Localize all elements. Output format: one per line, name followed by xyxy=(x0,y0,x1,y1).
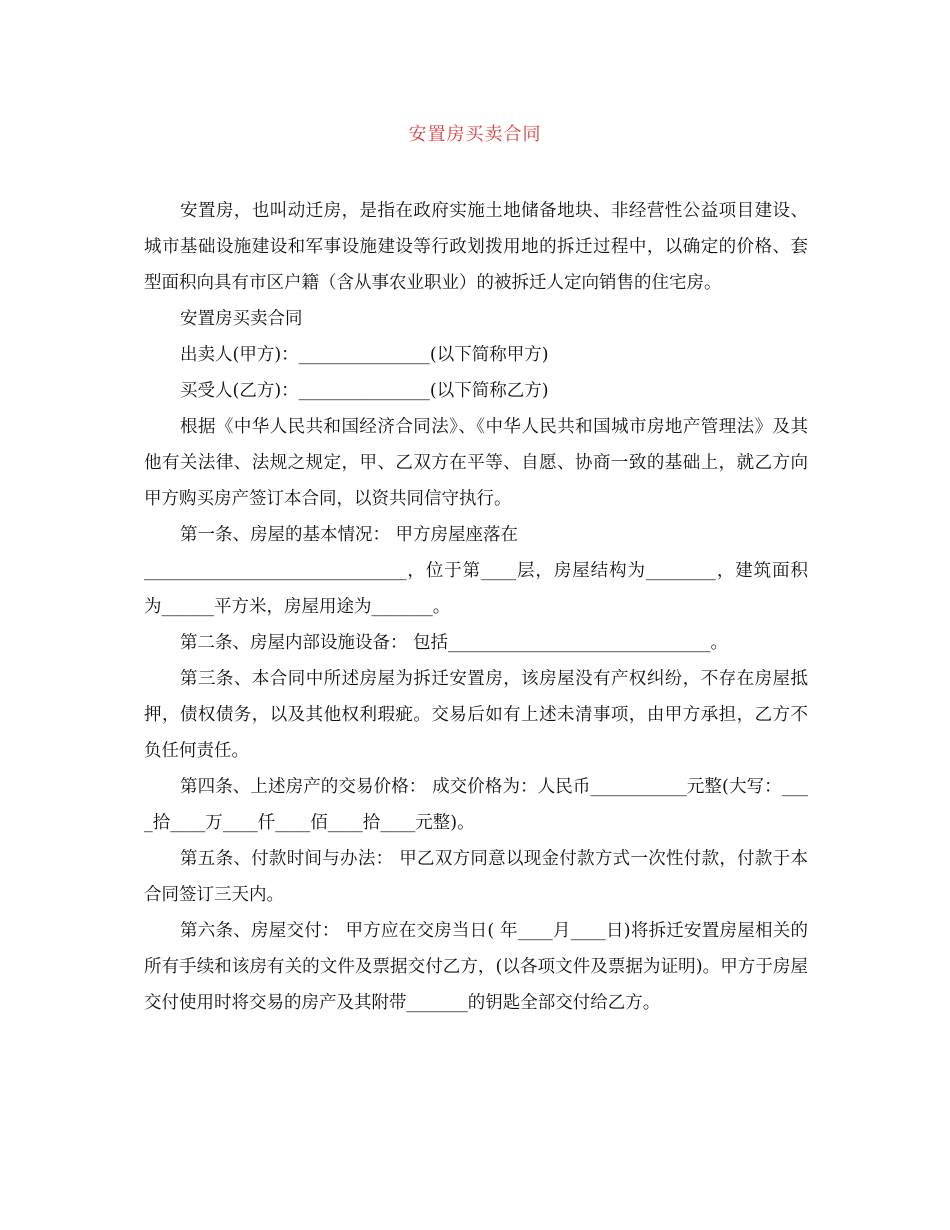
paragraph-article-4: 第四条、上述房产的交易价格： 成交价格为：人民币___________元整(大写：____拾____万____仟____佰____拾____元整)。 xyxy=(144,777,808,833)
paragraph-contract-heading: 安置房买卖合同 xyxy=(180,309,303,329)
paragraph-article-2: 第二条、房屋内部设施设备： 包括______________________________。 xyxy=(180,633,729,653)
paragraph-intro: 安置房，也叫动迁房，是指在政府实施土地储备地块、非经营性公益项目建设、城市基础设施建设和军事设施建设等行政划拨用地的拆迁过程中，以确定的价格、套型面积向具有市区户籍（含从事农业职业）的被拆迁人定向销售的住宅房。 xyxy=(144,201,808,293)
paragraph-article-3: 第三条、本合同中所述房屋为拆迁安置房，该房屋没有产权纠纷，不存在房屋抵押，债权债务，以及其他权利瑕疵。交易后如有上述未清事项，由甲方承担，乙方不负任何责任。 xyxy=(144,669,808,761)
paragraph-article-6: 第六条、房屋交付： 甲方应在交房当日( 年____月____日)将拆迁安置房屋相关的所有手续和该房有关的文件及票据交付乙方，(以各项文件及票据为证明)。甲方于房屋交付使用时将交易的房产及其附带_______的钥匙全部交付给乙方。 xyxy=(144,921,808,1013)
paragraph-article-5: 第五条、付款时间与办法： 甲乙双方同意以现金付款方式一次性付款，付款于本合同签订三天内。 xyxy=(144,849,808,905)
paragraph-buyer: 买受人(乙方)：_______________(以下简称乙方) xyxy=(180,381,549,401)
paragraph-article-1-details: ______________________________，位于第____层，房屋结构为________，建筑面积为______平方米，房屋用途为_______。 xyxy=(144,561,808,617)
document-title: 安置房买卖合同 xyxy=(408,124,542,145)
document-body xyxy=(144,193,808,1021)
paragraph-article-1: 第一条、房屋的基本情况： 甲方房屋座落在 xyxy=(180,525,519,545)
paragraph-legal-basis: 根据《中华人民共和国经济合同法》、《中华人民共和国城市房地产管理法》及其他有关法律、法规之规定，甲、乙双方在平等、自愿、协商一致的基础上，就乙方向甲方购买房产签订本合同，以资共同信守执行。 xyxy=(144,417,808,509)
paragraph-seller: 出卖人(甲方)：_______________(以下简称甲方) xyxy=(180,345,549,365)
